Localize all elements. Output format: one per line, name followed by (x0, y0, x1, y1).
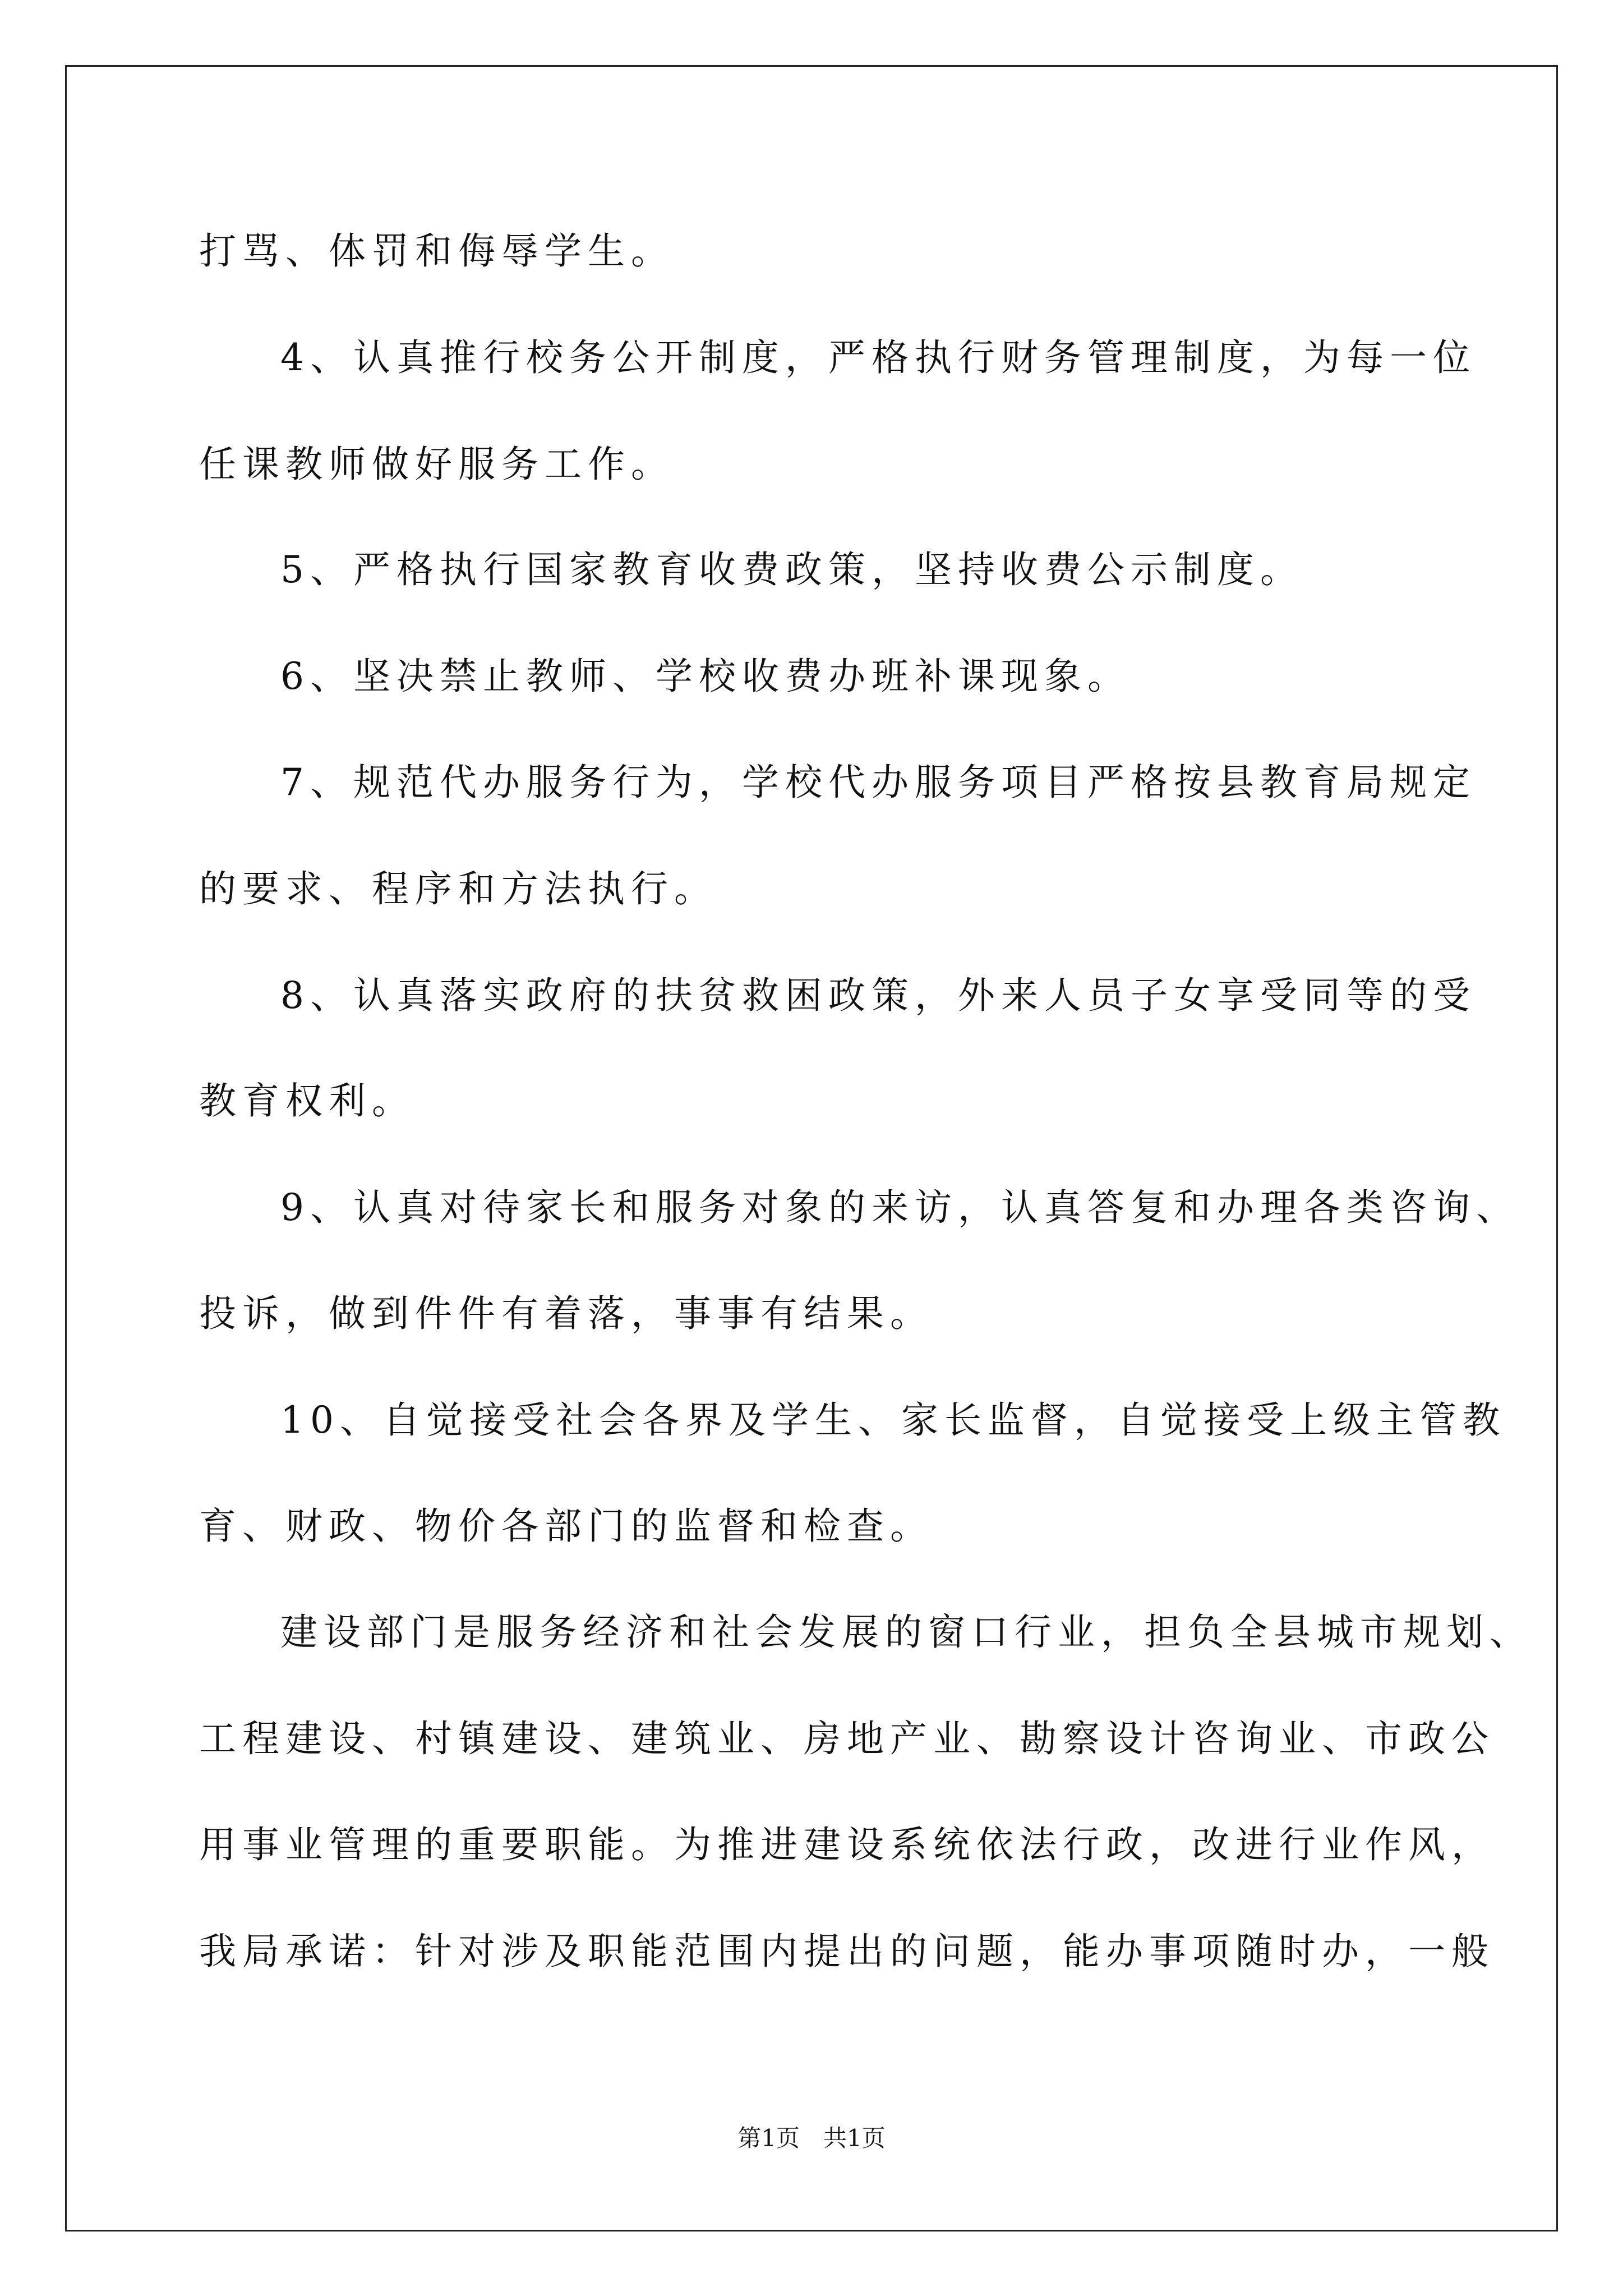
text-line: 6、坚决禁止教师、学校收费办班补课现象。 (280, 655, 1131, 698)
text-line: 工程建设、村镇建设、建筑业、房地产业、勘察设计咨询业、市政公 (199, 1717, 1495, 1760)
page-border (65, 65, 1558, 2231)
text-line: 10、自觉接受社会各界及学生、家长监督，自觉接受上级主管教 (280, 1398, 1506, 1442)
text-line: 7、规范代办服务行为，学校代办服务项目严格按县教育局规定 (280, 761, 1476, 804)
text-line: 的要求、程序和方法执行。 (199, 867, 717, 910)
text-line: 任课教师做好服务工作。 (199, 443, 674, 486)
text-line: 育、财政、物价各部门的监督和检查。 (199, 1504, 933, 1548)
text-line: 投诉，做到件件有着落，事事有结果。 (199, 1292, 933, 1335)
text-line: 4、认真推行校务公开制度，严格执行财务管理制度，为每一位 (280, 336, 1476, 379)
text-line: 9、认真对待家长和服务对象的来访，认真答复和办理各类咨询、 (280, 1186, 1519, 1229)
text-line: 用事业管理的重要职能。为推进建设系统依法行政，改进行业作风， (199, 1823, 1495, 1866)
text-line: 打骂、体罚和侮辱学生。 (199, 229, 674, 273)
text-line: 建设部门是服务经济和社会发展的窗口行业，担负全县城市规划、 (280, 1611, 1533, 1654)
text-line: 我局承诺：针对涉及职能范围内提出的问题，能办事项随时办，一般 (199, 1930, 1495, 1973)
text-line: 5、严格执行国家教育收费政策，坚持收费公示制度。 (280, 548, 1303, 591)
page-footer: 第1页 共1页 (737, 2124, 886, 2152)
text-line: 教育权利。 (199, 1079, 415, 1122)
text-line: 8、认真落实政府的扶贫救困政策，外来人员子女享受同等的受 (280, 974, 1476, 1017)
